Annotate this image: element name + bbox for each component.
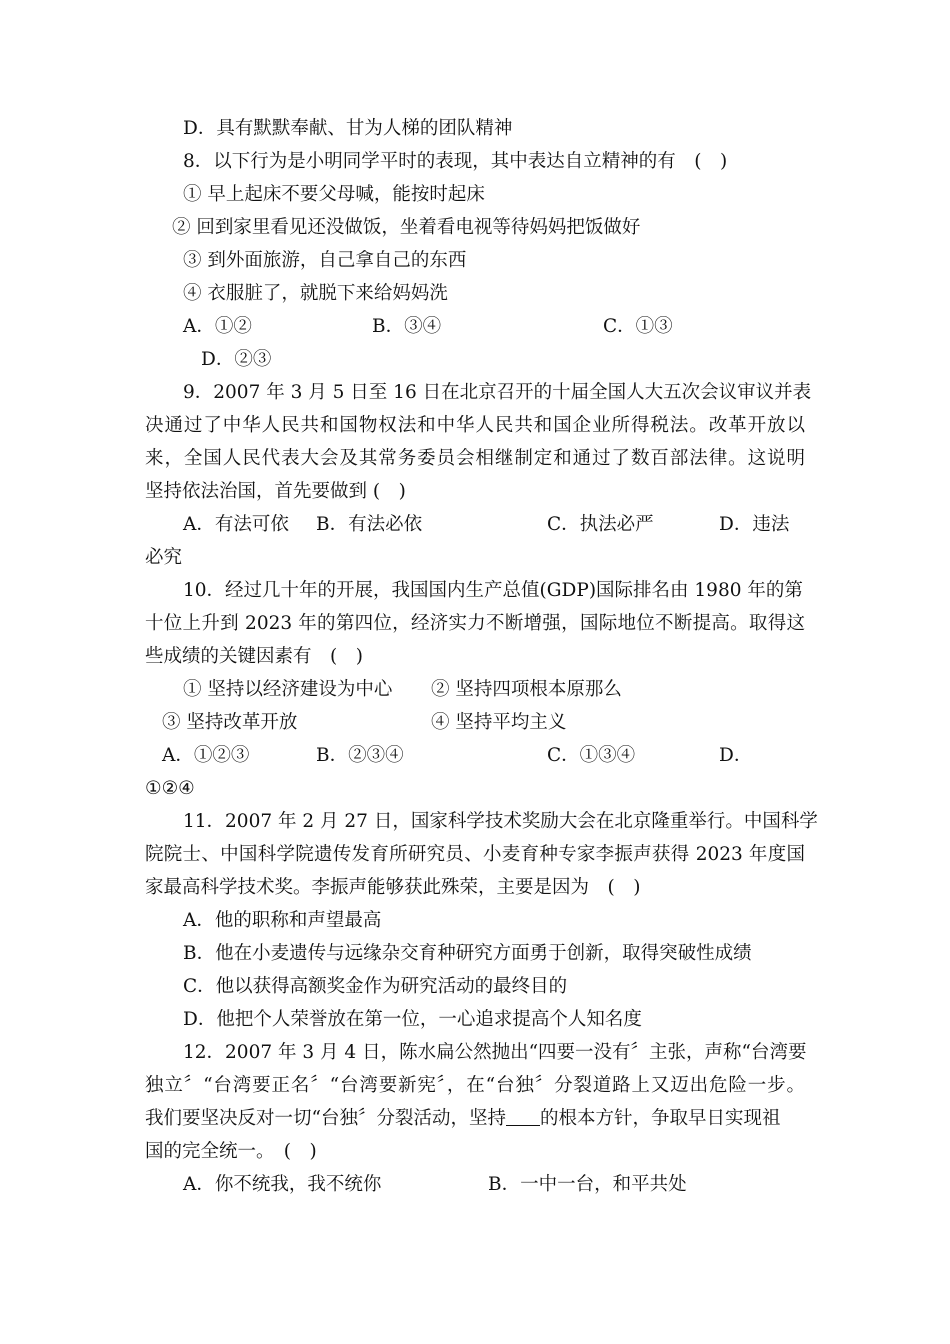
- q12-stem-line-3-start: 我们要坚决反对一切“台独〞分裂活动，坚持: [145, 1108, 506, 1129]
- q8-item-1: ① 早上起床不要父母喊，能按时起床: [183, 184, 485, 205]
- q11-stem-line-1: 11．2007 年 2 月 27 日，国家科学技术奖励大会在北京隆重举行。中国科学: [183, 811, 818, 832]
- q9-stem-line-1: 9．2007 年 3 月 5 日至 16 日在北京召开的十届全国人大五次会议审议并表: [183, 382, 812, 403]
- q12-option-a: A．你不统我，我不统你: [183, 1174, 382, 1195]
- q8-option-b: B．③④: [372, 316, 442, 337]
- q8-item-3: ③ 到外面旅游，自己拿自己的东西: [183, 250, 467, 271]
- q10-stem-line-2: 十位上升到 2023 年的第四位，经济实力不断增强，国际地位不断提高。取得这: [145, 613, 805, 634]
- fill-in-blank: [506, 1107, 540, 1126]
- q10-option-c: C．①③④: [547, 745, 636, 766]
- q10-item-1: ① 坚持以经济建设为中心: [183, 679, 393, 700]
- q8-stem: 8．以下行为是小明同学平时的表现，其中表达自立精神的有 ( ): [183, 151, 728, 172]
- q11-option-c: C．他以获得高额奖金作为研究活动的最终目的: [183, 976, 568, 997]
- q8-option-d: D．②③: [201, 349, 272, 370]
- q10-stem-line-3: 些成绩的关键因素有 ( ): [145, 646, 363, 667]
- q12-stem-line-4: 国的完全统一。 ( ): [145, 1141, 317, 1162]
- q10-option-d-continued: ①②④: [145, 778, 195, 799]
- q11-stem-line-3: 家最高科学技术奖。李振声能够获此殊荣，主要是因为 ( ): [145, 877, 641, 898]
- q9-option-a: A．有法可依: [183, 514, 289, 535]
- q10-option-a: A．①②③: [162, 745, 250, 766]
- q9-option-d-continued: 必究: [145, 547, 183, 568]
- q8-item-4: ④ 衣服脏了，就脱下来给妈妈洗: [183, 283, 448, 304]
- q10-item-2: ② 坚持四项根本原那么: [431, 679, 622, 700]
- q12-stem-line-3: [145, 1107, 780, 1131]
- q9-stem-line-3: 来，全国人民代表大会及其常务委员会相继制定和通过了数百部法律。这说明: [145, 448, 805, 469]
- q11-option-d: D．他把个人荣誉放在第一位，一心追求提高个人知名度: [183, 1009, 642, 1030]
- q10-item-3: ③ 坚持改革开放: [162, 712, 298, 733]
- q12-stem-line-3-end: 的根本方针，争取早日实现祖: [539, 1108, 781, 1129]
- q8-option-a: A．①②: [183, 316, 252, 337]
- q7-option-d: D．具有默默奉献、甘为人梯的团队精神: [183, 118, 513, 139]
- q9-option-c: C．执法必严: [547, 514, 654, 535]
- q12-stem-line-2: 独立〞“台湾要正名〞“台湾要新宪〞，在“台独〞分裂道路上又迈出危险一步。: [145, 1075, 805, 1096]
- q9-option-b: B．有法必依: [316, 514, 423, 535]
- q10-item-4: ④ 坚持平均主义: [431, 712, 567, 733]
- q9-option-d: D．违法: [719, 514, 790, 535]
- q10-option-d: D．: [719, 745, 753, 766]
- q10-option-b: B．②③④: [316, 745, 404, 766]
- q9-stem-line-2: 决通过了中华人民共和国物权法和中华人民共和国企业所得税法。改革开放以: [145, 415, 805, 436]
- q12-stem-line-1: 12．2007 年 3 月 4 日，陈水扁公然抛出“四要一没有〞主张，声称“台湾要: [183, 1042, 807, 1063]
- q11-option-a: A．他的职称和声望最高: [183, 910, 382, 931]
- q12-option-b: B．一中一台，和平共处: [488, 1174, 687, 1195]
- q10-stem-line-1: 10．经过几十年的开展，我国国内生产总值(GDP)国际排名由 1980 年的第: [183, 580, 803, 601]
- q9-stem-line-4: 坚持依法治国，首先要做到 ( ): [145, 481, 406, 502]
- q8-option-c: C．①③: [603, 316, 673, 337]
- q11-stem-line-2: 院院士、中国科学院遗传发育所研究员、小麦育种专家李振声获得 2023 年度国: [145, 844, 805, 865]
- q11-option-b: B．他在小麦遗传与远缘杂交育种研究方面勇于创新，取得突破性成绩: [183, 943, 752, 964]
- q8-item-2: ② 回到家里看见还没做饭，坐着看电视等待妈妈把饭做好: [172, 217, 641, 238]
